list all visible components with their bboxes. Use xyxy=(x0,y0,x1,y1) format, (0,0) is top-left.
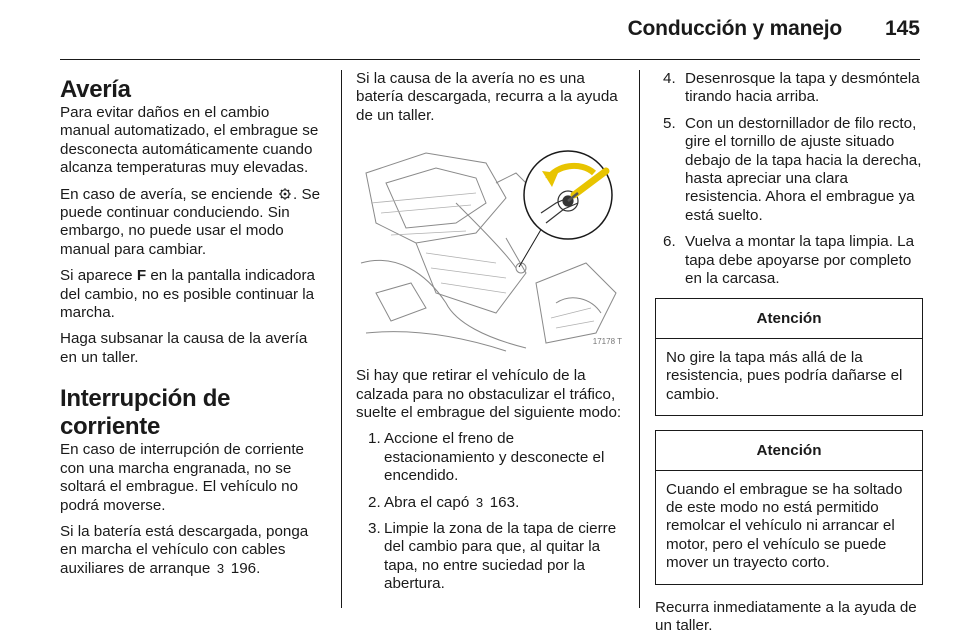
list-item: 1. Accione el freno de estacionamiento y desconecte el encendido. xyxy=(368,430,605,485)
header-divider xyxy=(60,59,920,60)
cross-reference-icon: 3 xyxy=(216,560,225,576)
paragraph: Si la causa de la avería no es una batería descargada, recurra a la ayuda de un taller. xyxy=(356,70,618,124)
list-item: 2. Abra el capó 3 163. xyxy=(368,493,520,511)
column-middle xyxy=(356,70,624,602)
paragraph: En caso de interrupción de corriente con una marcha engranada, no se soltará el embrague. El vehículo no podrá moverse. xyxy=(60,441,304,514)
caution-box xyxy=(655,298,923,416)
paragraph: Si aparece F en la pantalla indicadora del cambio, no es posible continuar la marcha. xyxy=(60,267,315,322)
section-heading-averia: Avería xyxy=(60,76,131,103)
list-item: 5. Con un destornillador de filo recto, gire el tornillo de ajuste situado debajo de la tapa hacia la derecha, hasta apreciar una clara resistencia. Ahora el embrague ya está suelto. xyxy=(663,114,922,224)
caution-text: No gire la tapa más allá de la resistencia, pues podría dañarse el cambio. xyxy=(666,348,903,403)
gear-warning-icon xyxy=(277,187,293,201)
paragraph: Si la batería está descargada, ponga en marcha el vehículo con cables auxiliares de arranque 3 196. xyxy=(60,522,309,577)
page-reference[interactable]: 196. xyxy=(230,559,261,577)
column-left xyxy=(60,70,323,586)
engine-bay-drawing xyxy=(356,143,624,353)
caution-text: Cuando el embrague se ha soltado de este modo no está permitido remolcar el vehículo ni arrancar el motor, pero el vehículo se puede mover un trayecto corto. xyxy=(666,480,903,572)
column-right xyxy=(655,70,923,643)
list-item: 4. Desenrosque la tapa y desmóntela tirando hacia arriba. xyxy=(663,70,920,106)
cross-reference-icon: 3 xyxy=(475,494,484,510)
paragraph: Si hay que retirar el vehículo de la calzada para no obstaculizar el tráfico, suelte el embrague del siguiente modo: xyxy=(356,367,622,422)
column-divider xyxy=(639,70,640,608)
figure-reference: 17178 T xyxy=(592,336,622,346)
caution-box xyxy=(655,430,923,584)
caution-title: Atención xyxy=(656,299,922,338)
page-header xyxy=(0,0,960,60)
paragraph: En caso de avería, se enciende . Se puede continuar conduciendo. Sin embargo, no puede usar el modo manual para cambiar. xyxy=(60,185,321,258)
list-item: 6. Vuelva a montar la tapa limpia. La tapa debe apoyarse por completo en la carcasa. xyxy=(663,233,915,288)
transmission-illustration xyxy=(356,143,624,353)
chapter-title: Conducción y manejo xyxy=(627,17,842,40)
steps-list-continued xyxy=(655,70,923,288)
list-item: 3. Limpie la zona de la tapa de cierre del cambio para que, al quitar la tapa, no entre suciedad por la abertura. xyxy=(368,520,617,593)
page-number: 145 xyxy=(884,17,920,40)
caution-title: Atención xyxy=(656,431,922,470)
section-heading-interrupcion: Interrupción de corriente xyxy=(60,385,231,441)
column-divider xyxy=(341,70,342,608)
paragraph: Haga subsanar la causa de la avería en un taller. xyxy=(60,330,308,366)
gear-display-letter: F xyxy=(136,267,147,285)
paragraph: Para evitar daños en el cambio manual automatizado, el embrague se desconecta automáticamente cuando alcanza temperaturas muy elevadas. xyxy=(60,104,319,177)
page-reference[interactable]: 163. xyxy=(489,493,520,511)
paragraph: Recurra inmediatamente a la ayuda de un taller. xyxy=(655,598,917,634)
steps-list xyxy=(356,430,624,593)
